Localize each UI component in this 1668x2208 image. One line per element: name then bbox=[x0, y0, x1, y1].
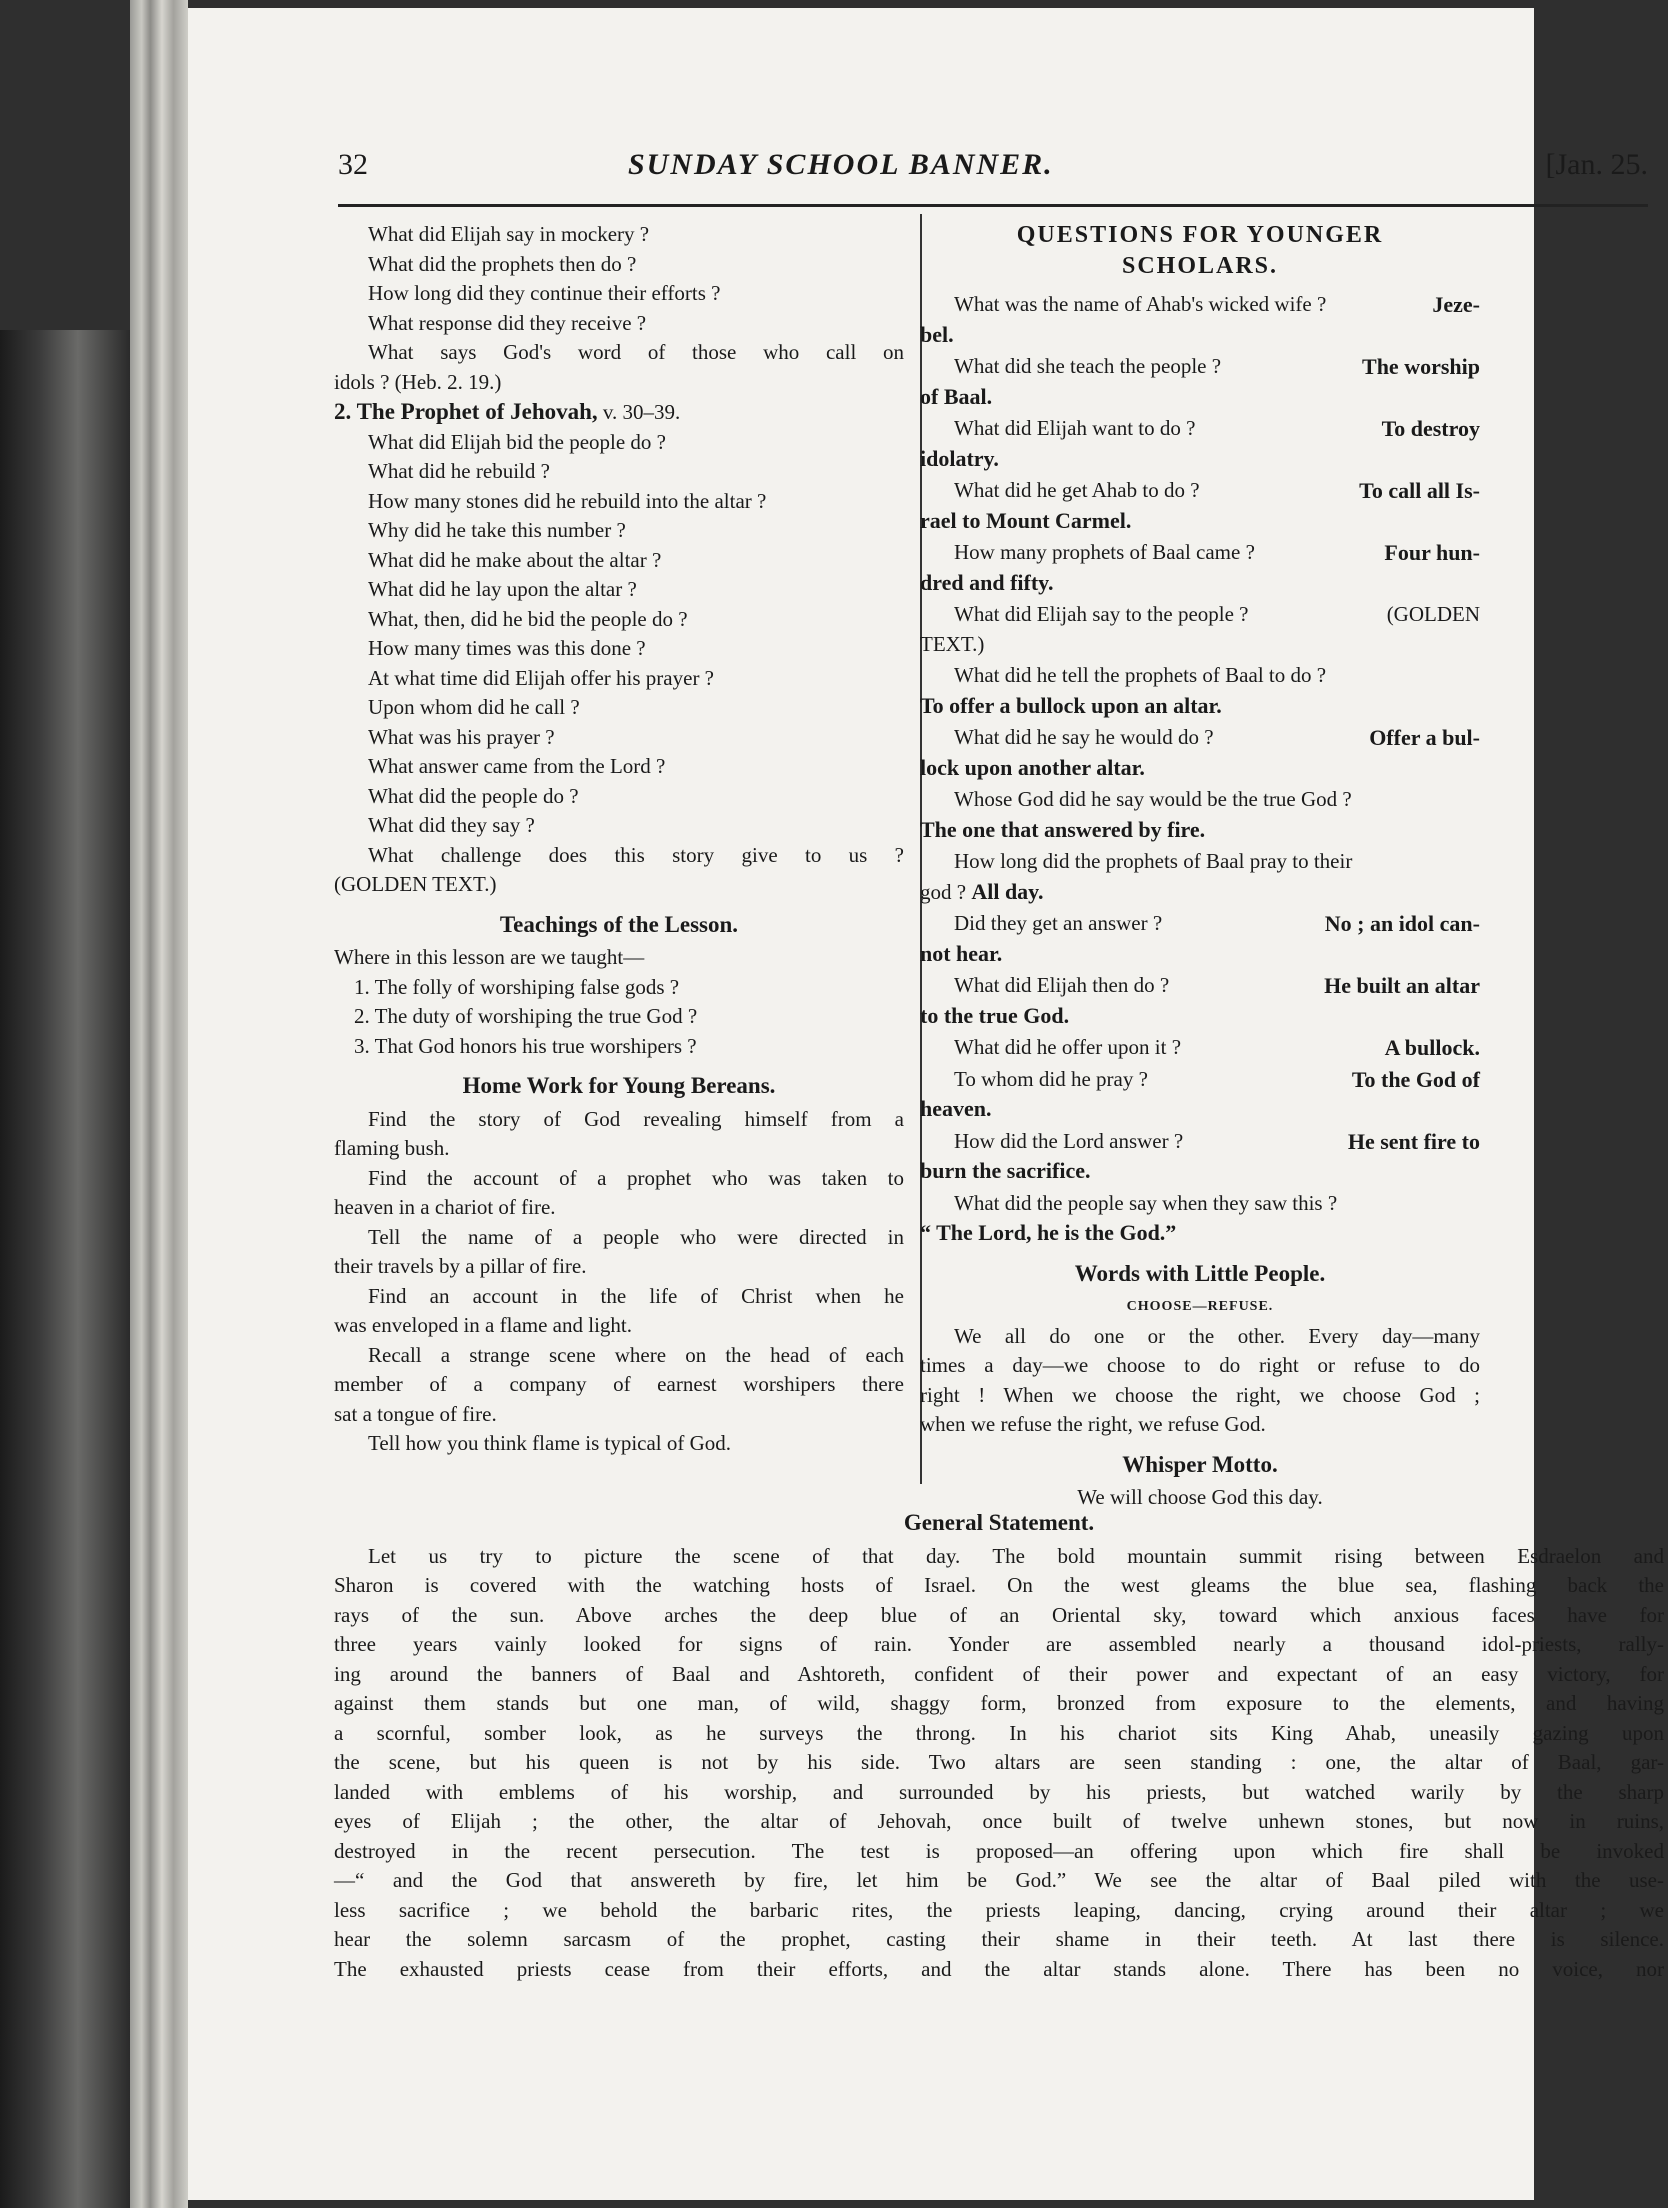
homework-line: was enveloped in a flame and light. bbox=[334, 1313, 632, 1337]
running-title: SUNDAY SCHOOL BANNER. bbox=[628, 148, 1054, 181]
qa-answer: The worship bbox=[1362, 354, 1480, 379]
qa-question: What did he say he would do ? bbox=[954, 725, 1214, 749]
teachings-heading: Teachings of the Lesson. bbox=[499, 911, 739, 937]
homework-line: Find the account of a prophet who was taken to bbox=[368, 1165, 904, 1190]
homework-line: Tell the name of a people who were directed in bbox=[368, 1224, 904, 1249]
qa-question-line bbox=[920, 785, 1480, 815]
younger-qa-list bbox=[920, 290, 1480, 1249]
question-list-b bbox=[334, 428, 904, 841]
qa-answer: He built an altar bbox=[1324, 973, 1480, 998]
homework-heading: Home Work for Young Bereans. bbox=[462, 1073, 776, 1098]
question-line: How long did they continue their efforts ? bbox=[368, 281, 721, 305]
homework-line: member of a company of earnest worshipers there bbox=[334, 1372, 904, 1396]
question-challenge-cont: (GOLDEN TEXT.) bbox=[334, 872, 497, 896]
general-line: three years vainly looked for signs of rain. Yonder are assembled nearly a thousand idol-priests, rally- bbox=[334, 1632, 1664, 1656]
question-line: What did he make about the altar ? bbox=[368, 547, 662, 572]
qa-answer-line bbox=[920, 630, 1480, 660]
qa-answer-cont: not hear. bbox=[920, 940, 1003, 966]
qa-question-line bbox=[920, 1033, 1480, 1063]
general-statement-heading: General Statement. bbox=[903, 1510, 1095, 1535]
teachings-list bbox=[334, 973, 904, 1062]
qa-answer-line bbox=[920, 877, 1480, 908]
question-line: What did Elijah bid the people do ? bbox=[368, 429, 666, 454]
qa-question: What did Elijah say to the people ? bbox=[954, 602, 1249, 626]
qa-answer-line bbox=[920, 939, 1480, 970]
words-heading: Words with Little People. bbox=[1074, 1260, 1326, 1286]
homework-line: flaming bush. bbox=[334, 1136, 450, 1160]
qa-answer: To call all Is- bbox=[1359, 478, 1480, 503]
question-line: Why did he take this number ? bbox=[368, 518, 626, 542]
qa-answer-cont: dred and fifty. bbox=[920, 569, 1054, 595]
qa-answer: To destroy bbox=[1381, 416, 1480, 441]
general-line: destroyed in the recent persecution. The test is proposed—an offering upon which fire shall be invoked bbox=[334, 1838, 1664, 1863]
qa-answer-cont: “ The Lord, he is the God.” bbox=[920, 1220, 1177, 1245]
words-line: times a day—we choose to do right or refuse to do bbox=[920, 1353, 1480, 1377]
qa-answer-line bbox=[920, 382, 1480, 413]
question-line: What response did they receive ? bbox=[368, 310, 647, 335]
qa-answer: No ; an idol can- bbox=[1324, 911, 1480, 936]
question-challenge: What challenge does this story give to us ? bbox=[368, 842, 904, 867]
qa-answer: To the God of bbox=[1351, 1066, 1480, 1092]
qa-answer-line bbox=[920, 1156, 1480, 1187]
qa-question-line bbox=[920, 971, 1480, 1001]
qa-answer: Offer a bul- bbox=[1369, 725, 1480, 750]
homework-line: their travels by a pillar of fire. bbox=[334, 1254, 587, 1278]
general-line: eyes of Elijah ; the other, the altar of Jehovah, once built of twelve unhewn stones, but now in ruins, bbox=[334, 1809, 1664, 1833]
question-line: What, then, did he bid the people do ? bbox=[368, 606, 688, 631]
words-line: when we refuse the right, we refuse God. bbox=[920, 1412, 1266, 1436]
homework-line: Recall a strange scene where on the head of each bbox=[368, 1342, 904, 1367]
question-idols: What says God's word of those who call on bbox=[368, 340, 904, 364]
general-line: rays of the sun. Above arches the deep blue of an Oriental sky, toward which anxious faces have for bbox=[334, 1602, 1664, 1627]
qa-item bbox=[920, 1189, 1480, 1249]
qa-item bbox=[920, 414, 1480, 474]
qa-item bbox=[920, 290, 1480, 350]
qa-question: How many prophets of Baal came ? bbox=[954, 540, 1255, 564]
qa-answer-cont: idolatry. bbox=[920, 445, 999, 471]
section-2-title: 2. The Prophet of Jehovah, bbox=[334, 399, 598, 424]
qa-answer: Jeze- bbox=[1432, 292, 1480, 317]
qa-answer-line bbox=[920, 691, 1480, 722]
qa-answer-line bbox=[920, 568, 1480, 599]
general-statement bbox=[334, 1508, 1664, 1984]
qa-answer-cont: bel. bbox=[920, 321, 954, 347]
right-column bbox=[920, 220, 1480, 1513]
qa-answer: A bullock. bbox=[1384, 1035, 1480, 1060]
left-column bbox=[334, 220, 904, 1459]
qa-question: What did he get Ahab to do ? bbox=[954, 478, 1200, 502]
general-line: less sacrifice ; we behold the barbaric rites, the priests leaping, dancing, crying around their altar ; we bbox=[334, 1897, 1664, 1922]
header-rule bbox=[338, 204, 1648, 207]
page-header bbox=[338, 148, 1668, 198]
qa-question: What did he offer upon it ? bbox=[954, 1035, 1182, 1059]
page-left-edge-shadow bbox=[0, 330, 130, 2208]
qa-answer-line bbox=[920, 444, 1480, 475]
qa-item bbox=[920, 661, 1480, 721]
teaching-item: 2. The duty of worshiping the true God ? bbox=[354, 1004, 698, 1028]
qa-answer: (GOLDEN bbox=[1386, 602, 1480, 626]
qa-question-line bbox=[920, 1127, 1480, 1157]
section-2-heading bbox=[334, 397, 904, 428]
qa-answer-tail: All day. bbox=[971, 878, 1044, 904]
qa-item bbox=[920, 723, 1480, 783]
qa-question: What did the people say when they saw this ? bbox=[954, 1190, 1338, 1215]
general-line: hear the solemn sarcasm of the prophet, casting their shame in their teeth. At last there is silence. bbox=[334, 1927, 1664, 1951]
qa-question-line bbox=[920, 1189, 1480, 1219]
general-line: against them stands but one man, of wild, shaggy form, bronzed from exposure to the elements, and having bbox=[334, 1691, 1664, 1715]
page-number: 32 bbox=[338, 148, 368, 181]
question-line: At what time did Elijah offer his prayer ? bbox=[368, 665, 715, 690]
qa-question: What did Elijah then do ? bbox=[954, 973, 1170, 997]
qa-question-line bbox=[920, 600, 1480, 630]
qa-question: What did he tell the prophets of Baal to do ? bbox=[954, 663, 1327, 687]
question-line: What did the prophets then do ? bbox=[368, 251, 637, 276]
question-idols-cont: idols ? (Heb. 2. 19.) bbox=[334, 369, 502, 394]
question-line: How many times was this done ? bbox=[368, 636, 646, 660]
page-sheet bbox=[188, 8, 1664, 2200]
qa-answer-line bbox=[920, 1094, 1480, 1125]
qa-answer-cont: lock upon another altar. bbox=[920, 754, 1145, 780]
qa-answer-cont: burn the sacrifice. bbox=[920, 1158, 1091, 1183]
qa-answer: Four hun- bbox=[1384, 540, 1480, 565]
qa-question: What did Elijah want to do ? bbox=[954, 416, 1196, 440]
qa-answer-cont: rael to Mount Carmel. bbox=[920, 507, 1132, 533]
question-line: What answer came from the Lord ? bbox=[368, 754, 666, 778]
qa-question-line bbox=[920, 290, 1480, 320]
qa-item bbox=[920, 1127, 1480, 1187]
qa-answer-line bbox=[920, 506, 1480, 537]
question-line: What was his prayer ? bbox=[368, 724, 555, 749]
qa-question-line bbox=[920, 352, 1480, 382]
homework-line: Find the story of God revealing himself from a bbox=[368, 1106, 904, 1131]
qa-question-line bbox=[920, 847, 1480, 877]
qa-question-line bbox=[920, 1065, 1480, 1095]
qa-question: How did the Lord answer ? bbox=[954, 1128, 1184, 1153]
qa-answer: He sent fire to bbox=[1347, 1128, 1480, 1154]
qa-answer-cont: heaven. bbox=[920, 1096, 992, 1121]
qa-question: What was the name of Ahab's wicked wife ? bbox=[954, 292, 1327, 316]
qa-answer-cont: The one that answered by fire. bbox=[920, 816, 1206, 842]
homework-list bbox=[334, 1105, 904, 1459]
homework-line: sat a tongue of fire. bbox=[334, 1401, 497, 1426]
qa-question: Did they get an answer ? bbox=[954, 911, 1163, 935]
general-line: landed with emblems of his worship, and surrounded by his priests, but watched warily by the sharp bbox=[334, 1779, 1664, 1804]
qa-question: Whose God did he say would be the true God ? bbox=[954, 787, 1352, 811]
qa-answer-cont: to the true God. bbox=[920, 1002, 1070, 1028]
qa-question-line bbox=[920, 538, 1480, 568]
question-line: How many stones did he rebuild into the altar ? bbox=[368, 488, 767, 513]
words-line: We all do one or the other. Every day—many bbox=[954, 1323, 1480, 1348]
qa-item bbox=[920, 785, 1480, 845]
general-statement-body bbox=[334, 1542, 1664, 1985]
qa-item bbox=[920, 847, 1480, 907]
words-line: right ! When we choose the right, we choose God ; bbox=[920, 1382, 1480, 1407]
question-line: What did the people do ? bbox=[368, 783, 579, 808]
qa-answer-line bbox=[920, 1001, 1480, 1032]
homework-line: Tell how you think flame is typical of God. bbox=[368, 1431, 732, 1455]
qa-item bbox=[920, 971, 1480, 1031]
teaching-item: 1. The folly of worshiping false gods ? bbox=[354, 974, 680, 999]
teaching-item: 3. That God honors his true worshipers ? bbox=[354, 1033, 697, 1058]
general-line: ing around the banners of Baal and Ashtoreth, confident of their power and expectant of an easy victory, for bbox=[334, 1661, 1664, 1686]
qa-question: How long did the prophets of Baal pray to their bbox=[954, 849, 1353, 873]
spacer bbox=[920, 282, 1480, 290]
qa-question-line bbox=[920, 661, 1480, 691]
qa-answer-line bbox=[920, 753, 1480, 784]
issue-date: [Jan. 25. bbox=[1545, 148, 1648, 181]
general-line: Sharon is covered with the watching hosts of Israel. On the west gleams the blue sea, flashing back the bbox=[334, 1573, 1664, 1597]
qa-answer-line bbox=[920, 1218, 1480, 1249]
qa-item bbox=[920, 909, 1480, 969]
motto-text: We will choose God this day. bbox=[1077, 1485, 1323, 1509]
general-line: —“ and the God that answereth by fire, let him be God.” We see the altar of Baal piled with the use- bbox=[334, 1868, 1664, 1892]
general-line: a scornful, somber look, as he surveys the throng. In his chariot sits King Ahab, uneasily gazing upon bbox=[334, 1720, 1664, 1745]
general-line: Let us try to picture the scene of that day. The bold mountain summit rising between Esdraelon and bbox=[368, 1543, 1664, 1568]
qa-question: What did she teach the people ? bbox=[954, 354, 1222, 378]
general-line: the scene, but his queen is not by his side. Two altars are seen standing : one, the altar of Baal, gar- bbox=[334, 1750, 1664, 1774]
qa-question: To whom did he pray ? bbox=[954, 1066, 1148, 1091]
homework-line: heaven in a chariot of fire. bbox=[334, 1195, 556, 1219]
younger-scholars-heading: QUESTIONS FOR YOUNGER bbox=[1016, 222, 1384, 248]
qa-question-line bbox=[920, 414, 1480, 444]
qa-question-line bbox=[920, 476, 1480, 506]
qa-question-line bbox=[920, 723, 1480, 753]
qa-answer-cont: of Baal. bbox=[920, 383, 993, 409]
qa-item bbox=[920, 476, 1480, 536]
question-line: What did they say ? bbox=[368, 813, 535, 837]
question-list-a bbox=[334, 220, 904, 338]
question-line: What did Elijah say in mockery ? bbox=[368, 222, 650, 246]
qa-item bbox=[920, 600, 1480, 659]
teachings-intro: Where in this lesson are we taught— bbox=[334, 945, 645, 969]
qa-item bbox=[920, 1033, 1480, 1063]
qa-item bbox=[920, 352, 1480, 412]
book-spine bbox=[130, 0, 188, 2208]
words-text bbox=[920, 1322, 1480, 1440]
words-subheading: CHOOSE—REFUSE. bbox=[1126, 1299, 1274, 1314]
qa-item bbox=[920, 1065, 1480, 1125]
qa-answer-cont: god ? bbox=[920, 879, 967, 904]
qa-answer-cont: To offer a bullock upon an altar. bbox=[920, 692, 1222, 718]
younger-scholars-heading-cont: SCHOLARS. bbox=[1121, 253, 1279, 279]
general-line: The exhausted priests cease from their efforts, and the altar stands alone. There has been no voice, nor bbox=[334, 1956, 1664, 1981]
question-line: What did he rebuild ? bbox=[368, 459, 550, 483]
question-line: What did he lay upon the altar ? bbox=[368, 577, 637, 601]
question-line: Upon whom did he call ? bbox=[368, 695, 580, 719]
qa-question-line bbox=[920, 909, 1480, 939]
homework-line: Find an account in the life of Christ when he bbox=[368, 1283, 904, 1308]
motto-heading: Whisper Motto. bbox=[1122, 1451, 1278, 1477]
qa-answer-cont: TEXT.) bbox=[920, 631, 985, 656]
qa-item bbox=[920, 538, 1480, 598]
qa-answer-line bbox=[920, 815, 1480, 846]
qa-answer-line bbox=[920, 320, 1480, 351]
section-2-ref: v. 30–39. bbox=[602, 400, 681, 424]
